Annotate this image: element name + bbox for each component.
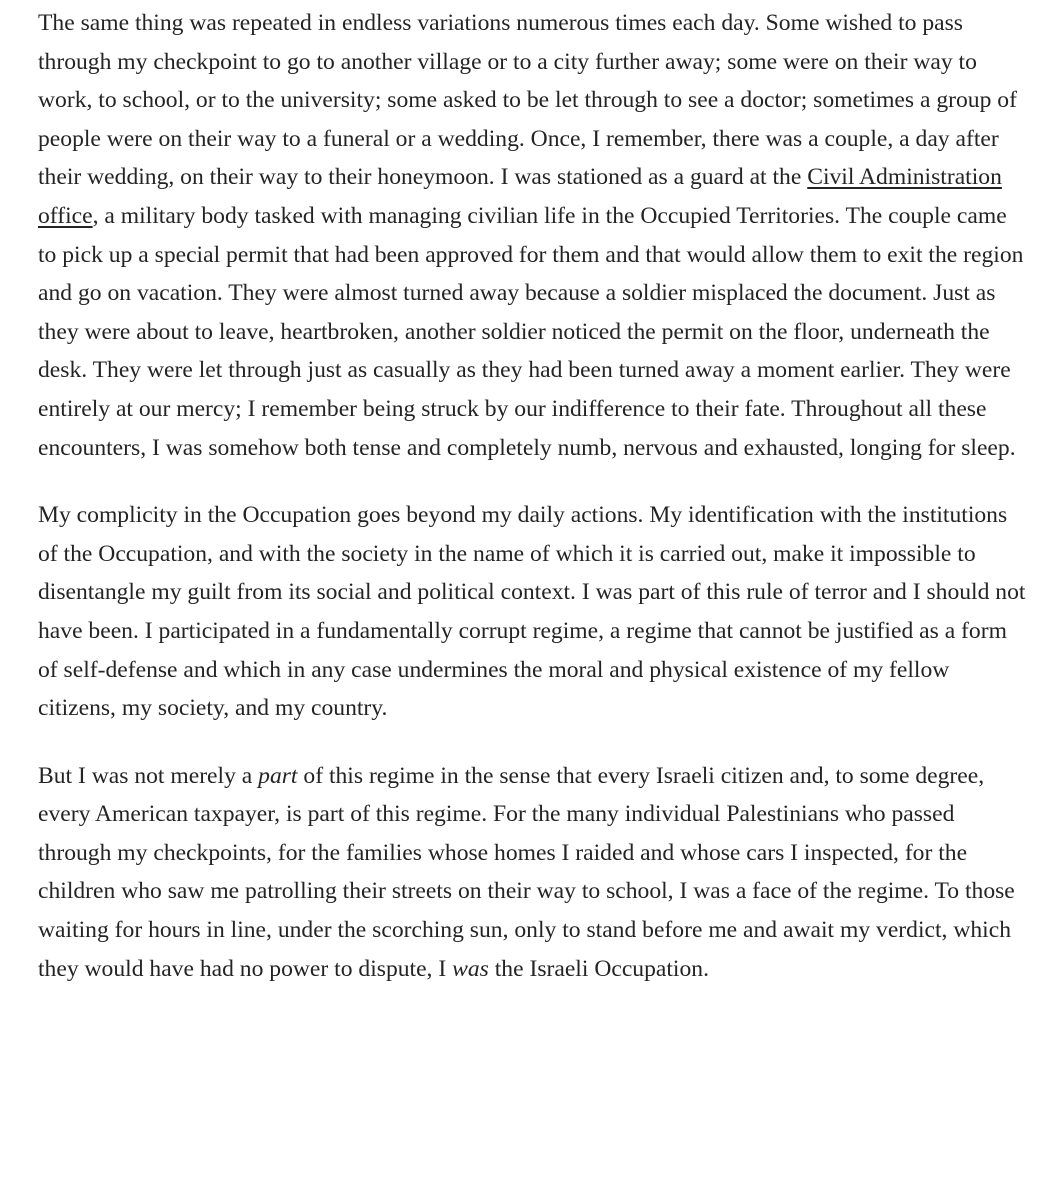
paragraph-3-text-middle: of this regime in the sense that every Israeli citizen and, to some degree, every American taxpayer, is part of this regime. For the many individual Palestinians who passed through my checkpoints, for the families whose homes I raided and whose cars I inspected, for the children who saw me patrolling their streets on their way to school, I was a face of the regime. To those waiting for hours in line, under the scorching sun, only to stand before me and await my verdict, which they would have had no power to dispute, I [38,762,1015,982]
paragraph-1-text-end: , a military body tasked with managing civilian life in the Occupied Territories. The couple came to pick up a special permit that had been approved for them and that would allow them to exit the region and go on vacation. They were almost turned away because a soldier misplaced the document. Just as they were about to leave, heartbroken, another soldier noticed the permit on the floor, underneath the desk. They were let through just as casually as they had been turned away a moment earlier. They were entirely at our mercy; I remember being struck by our indifference to their fate. Throughout all these encounters, I was somehow both tense and completely numb, nervous and exhausted, longing for sleep. [38,202,1024,461]
emphasis-was: was [452,955,489,982]
paragraph-face-of-regime [38,757,1028,989]
paragraph-complicity [38,496,1028,728]
article-body [38,4,1028,1017]
emphasis-part: part [258,762,298,789]
paragraph-1-text-start: The same thing was repeated in endless variations numerous times each day. Some wished to pass through my checkpoint to go to another village or to a city further away; some were on their way to work, to school, or to the university; some asked to be let through to see a doctor; sometimes a group of people were on their way to a funeral or a wedding. Once, I remember, there was a couple, a day after their wedding, on their way to their honeymoon. I was stationed as a guard at the [38,10,1017,191]
civil-administration-link[interactable]: Civil Administration office [38,164,1002,229]
paragraph-3-text-start: But I was not merely a [38,762,259,789]
paragraph-2-text: My complicity in the Occupation goes beyond my daily actions. My identification with the institutions of the Occupation, and with the society in the name of which it is carried out, make it impossible to disentangle my guilt from its social and political context. I was part of this rule of terror and I should not have been. I participated in a fundamentally corrupt regime, a regime that cannot be justified as a form of self-defense and which in any case undermines the moral and physical existence of my fellow citizens, my society, and my country. [38,502,1026,722]
paragraph-checkpoint [38,4,1028,467]
paragraph-3-text-end: the Israeli Occupation. [488,955,709,982]
